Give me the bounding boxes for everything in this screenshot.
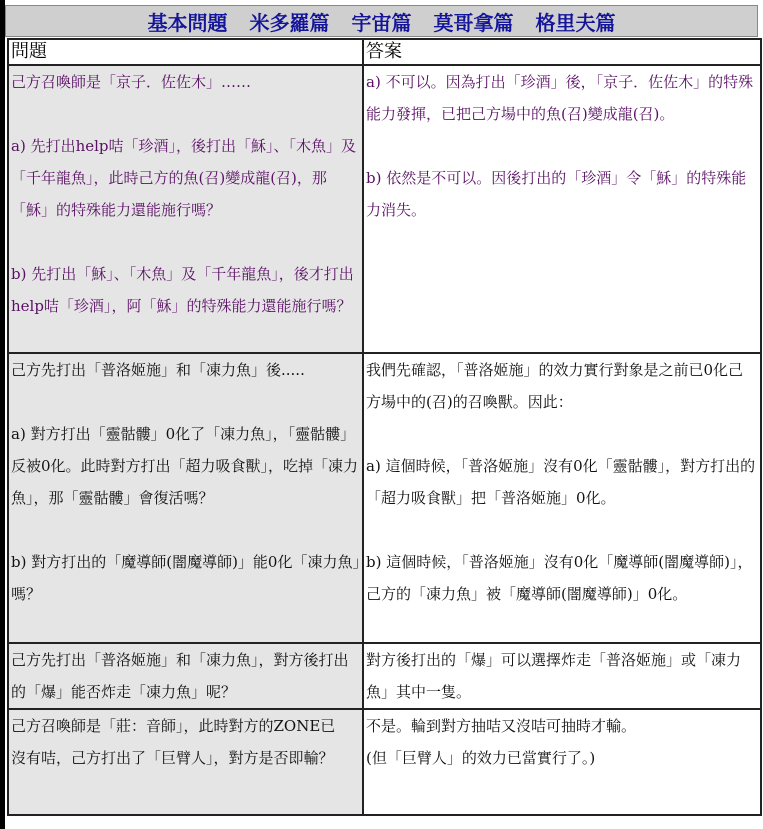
question-line: a) 先打出help咭「珍酒」，後打出「穌」、「木魚」及「千年龍魚」，此時己方的魚(召)變成龍(召)，那「穌」的特殊能力還能施行嗎？ — [11, 137, 357, 219]
question-line: b) 先打出「穌」、「木魚」及「千年龍魚」，後才打出help咭「珍酒」，阿「穌」的特殊能力還能施行嗎？ — [11, 265, 354, 315]
nav-link-grif[interactable]: 格里夫篇 — [535, 10, 616, 35]
question-cell — [8, 643, 363, 709]
answer-cell — [363, 353, 761, 643]
answer-line: 對方後打出的「爆」可以選擇炸走「普洛姬施」或「凍力魚」其中一隻。 — [366, 651, 742, 701]
question-line: 己方先打出「普洛姬施」和「凍力魚」，對方後打出的「爆」能否炸走「凍力魚」呢？ — [11, 651, 349, 701]
question-cell — [8, 65, 363, 353]
answer-cell — [363, 643, 761, 709]
category-nav — [5, 5, 758, 37]
answer-line: (但「巨臂人」的效力已當實行了。) — [366, 749, 596, 767]
nav-link-mogona[interactable]: 莫哥拿篇 — [433, 10, 514, 35]
answer-line: 我們先確認，「普洛姬施」的效力實行對象是之前已0化己方場中的(召)的召喚獸。因此： — [366, 361, 744, 411]
nav-link-basic[interactable]: 基本問題 — [147, 10, 228, 35]
question-cell — [8, 353, 363, 643]
answer-line: a) 不可以。因為打出「珍酒」後，「京子．佐佐木」的特殊能力發揮，已把己方場中的魚(召)變成龍(召)。 — [366, 73, 754, 123]
spacer — [366, 514, 758, 546]
question-cell — [8, 709, 363, 815]
table-row — [8, 65, 761, 353]
spacer — [11, 514, 360, 546]
header-answer: 答案 — [363, 39, 761, 65]
question-line: b) 對方打出的「魔導師(闇魔導師)」能0化「凍力魚」嗎？ — [11, 553, 360, 603]
answer-line: 不是。輪到對方抽咭又沒咭可抽時才輸。 — [366, 717, 637, 735]
spacer — [11, 98, 360, 130]
qa-table — [7, 38, 762, 816]
question-line: 己方召喚師是「京子．佐佐木」…… — [11, 73, 252, 91]
table-row — [8, 643, 761, 709]
spacer — [11, 226, 360, 258]
answer-cell — [363, 65, 761, 353]
nav-link-space[interactable]: 宇宙篇 — [351, 10, 412, 35]
spacer — [11, 386, 360, 418]
question-line: a) 對方打出「靈骷髏」0化了「凍力魚」，「靈骷髏」反被0化。此時對方打出「超力吸食獸」，吃掉「凍力魚」，那「靈骷髏」會復活嗎？ — [11, 425, 359, 507]
answer-line: b) 這個時候，「普洛姬施」沒有0化「魔導師(闇魔導師)」，己方的「凍力魚」被「魔導師(闇魔導師)」0化。 — [366, 553, 753, 603]
answer-cell — [363, 709, 761, 815]
answer-line: b) 依然是不可以。因後打出的「珍酒」令「穌」的特殊能力消失。 — [366, 169, 747, 219]
table-row — [8, 353, 761, 643]
answer-line: a) 這個時候，「普洛姬施」沒有0化「靈骷髏」，對方打出的「超力吸食獸」把「普洛姬施」0化。 — [366, 457, 756, 507]
spacer — [366, 130, 758, 162]
table-row — [8, 709, 761, 815]
header-question: 問題 — [8, 39, 363, 65]
spacer — [366, 418, 758, 450]
nav-link-midoro[interactable]: 米多羅篇 — [249, 10, 330, 35]
question-line: 己方召喚師是「莊：音師」，此時對方的ZONE已 — [11, 717, 336, 735]
question-line: 己方先打出「普洛姬施」和「凍力魚」後..... — [11, 361, 305, 379]
question-line: 沒有咭，己方打出了「巨臂人」，對方是否即輸？ — [11, 749, 334, 767]
